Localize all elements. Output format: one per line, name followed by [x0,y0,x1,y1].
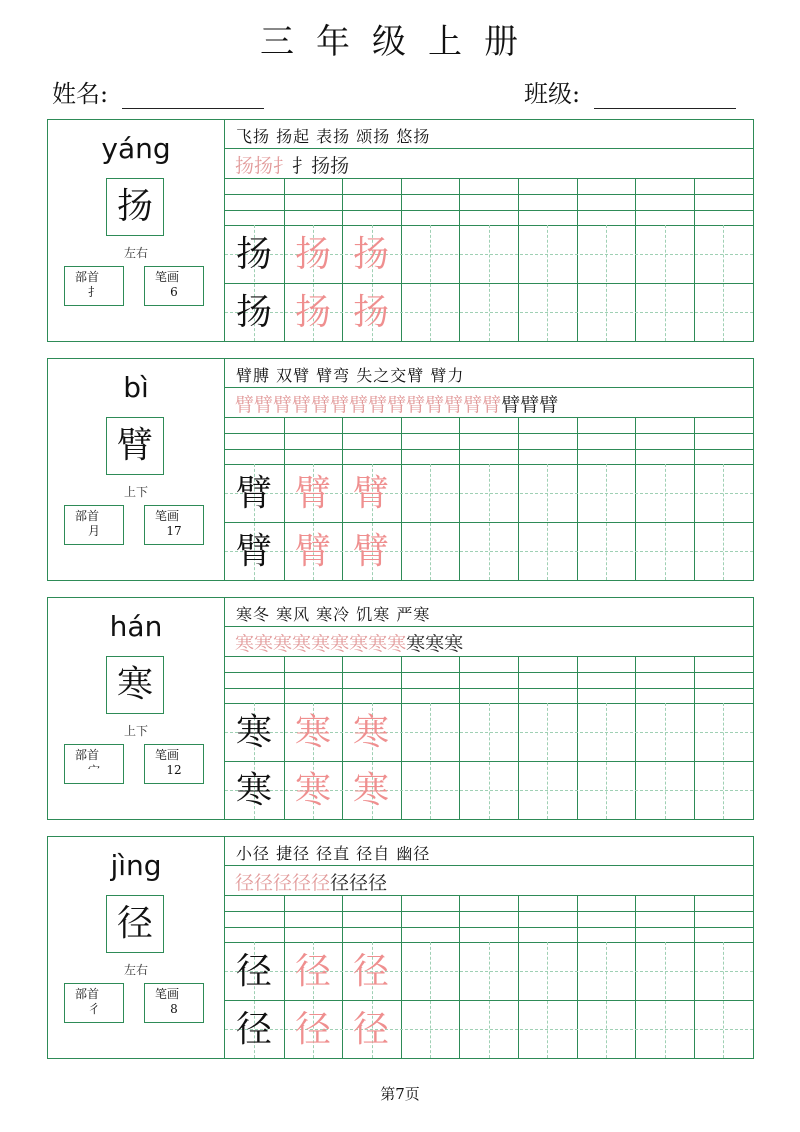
radical-key: 部首 [75,748,100,762]
grid-line [225,1058,753,1059]
radical-box [64,744,124,784]
radical-value: 宀 [87,763,100,777]
grid-line [635,178,636,341]
stroke-step: 寒 [311,633,331,655]
practice-character: 扬 [235,234,272,275]
card-info [48,120,225,341]
stroke-step: 扬 [254,155,274,177]
grid-line [635,895,636,1058]
radical-value: 扌 [87,285,100,299]
practice-character: 扬 [294,292,331,333]
grid-line [459,178,460,341]
stroke-step: 径 [273,872,293,894]
grid-line [225,688,753,689]
stroke-step: 寒 [368,633,388,655]
practice-character: 臂 [235,473,272,514]
strokes-key: 笔画 [155,748,180,762]
model-character: 寒 [106,656,164,714]
name-blank[interactable] [122,82,264,109]
pinyin: bì [123,371,149,404]
grid-line [518,656,519,819]
page-number: 第7页 [380,1085,420,1103]
structure-label: 左右 [123,246,148,260]
page-title: 三年级上册 [260,22,540,62]
stroke-step: 臂 [482,394,502,416]
stroke-step: 寒 [254,633,274,655]
stroke-step: 寒 [406,633,426,655]
structure-label: 上下 [123,724,148,738]
stroke-step: 扌 [292,155,312,177]
grid-line [225,449,753,450]
stroke-step: 扬 [311,155,331,177]
stroke-step: 臂 [254,394,274,416]
pinyin: yáng [101,132,171,165]
practice-character: 扬 [352,292,389,333]
stroke-order [235,868,387,895]
stroke-step: 臂 [406,394,426,416]
practice-character: 扬 [352,234,389,275]
radical-box [64,266,124,306]
strokes-value: 8 [170,1002,178,1016]
stroke-step: 臂 [501,394,521,416]
practice-character: 扬 [294,234,331,275]
character-card [47,358,754,581]
practice-character: 臂 [294,531,331,572]
stroke-step: 寒 [235,633,255,655]
grid-line [225,210,753,211]
grid-line [225,819,753,820]
grid-line [401,656,402,819]
stroke-step: 径 [368,872,388,894]
grid-line [459,656,460,819]
grid-line [694,417,695,580]
practice-character: 扬 [235,292,272,333]
practice-character: 寒 [235,770,272,811]
stroke-step: 寒 [425,633,445,655]
practice-character: 臂 [352,531,389,572]
practice-character: 寒 [352,712,389,753]
word-list: 飞扬 扬起 表扬 颂扬 悠扬 [236,127,431,146]
practice-character: 寒 [352,770,389,811]
model-character: 径 [106,895,164,953]
stroke-step: 径 [311,872,331,894]
radical-value: 月 [87,524,100,538]
stroke-step: 臂 [311,394,331,416]
stroke-step: 臂 [368,394,388,416]
grid-line [225,433,753,434]
stroke-step: 径 [292,872,312,894]
grid-line [225,672,753,673]
practice-character: 径 [235,1009,272,1050]
stroke-step: 扬 [235,155,255,177]
word-list: 寒冬 寒风 寒冷 饥寒 严寒 [236,605,431,624]
grid-line [225,148,753,149]
radical-key: 部首 [75,270,100,284]
grid-line [577,895,578,1058]
character-card [47,597,754,820]
grid-line [635,656,636,819]
card-info [48,837,225,1058]
word-list: 小径 捷径 径直 径自 幽径 [236,844,431,863]
strokes-key: 笔画 [155,270,180,284]
grid-line [225,911,753,912]
radical-value: 彳 [87,1002,100,1016]
grid-line [225,895,753,896]
practice-character: 径 [352,951,389,992]
grid-line [459,895,460,1058]
strokes-value: 12 [166,763,182,777]
stroke-step: 寒 [444,633,464,655]
grid-line [694,656,695,819]
grid-line [225,580,753,581]
practice-area [225,359,753,580]
practice-area [225,837,753,1058]
class-label: 班级: [524,80,581,108]
stroke-order [235,151,349,178]
stroke-step: 臂 [463,394,483,416]
stroke-order [235,629,463,656]
stroke-step: 臂 [330,394,350,416]
practice-character: 径 [294,951,331,992]
grid-line [225,417,753,418]
stroke-order [235,390,558,417]
stroke-step: 臂 [539,394,559,416]
stroke-step: 臂 [520,394,540,416]
card-info [48,598,225,819]
practice-character: 径 [352,1009,389,1050]
radical-box [64,505,124,545]
stroke-step: 寒 [292,633,312,655]
grid-line [401,417,402,580]
class-field [524,74,736,109]
grid-line [225,194,753,195]
grid-line [577,178,578,341]
pinyin: hán [109,610,163,643]
practice-character: 寒 [235,712,272,753]
model-character: 扬 [106,178,164,236]
grid-line [225,387,753,388]
practice-character: 径 [294,1009,331,1050]
grid-line [459,417,460,580]
grid-line [518,417,519,580]
stroke-step: 寒 [273,633,293,655]
strokes-box [144,744,204,784]
grid-line [401,178,402,341]
strokes-value: 6 [170,285,178,299]
stroke-step: 臂 [292,394,312,416]
strokes-box [144,266,204,306]
strokes-box [144,983,204,1023]
name-label: 姓名: [52,80,109,108]
grid-line [635,417,636,580]
practice-character: 径 [235,951,272,992]
grid-line [518,178,519,341]
character-card [47,836,754,1059]
radical-key: 部首 [75,509,100,523]
grid-line [225,656,753,657]
model-character: 臂 [106,417,164,475]
class-blank[interactable] [594,82,736,109]
grid-line [225,865,753,866]
stroke-step: 径 [330,872,350,894]
practice-character: 臂 [352,473,389,514]
grid-line [577,417,578,580]
card-info [48,359,225,580]
grid-line [401,895,402,1058]
stroke-step: 臂 [444,394,464,416]
structure-label: 上下 [123,485,148,499]
structure-label: 左右 [123,963,148,977]
stroke-step: 径 [235,872,255,894]
practice-character: 臂 [235,531,272,572]
character-card [47,119,754,342]
strokes-key: 笔画 [155,509,180,523]
pinyin: jìng [110,849,162,882]
stroke-step: 扬 [330,155,350,177]
grid-line [225,626,753,627]
practice-character: 寒 [294,770,331,811]
stroke-step: 寒 [387,633,407,655]
radical-box [64,983,124,1023]
practice-character: 寒 [294,712,331,753]
stroke-step: 臂 [349,394,369,416]
grid-line [694,178,695,341]
grid-line [577,656,578,819]
stroke-step: 径 [254,872,274,894]
stroke-step: 臂 [387,394,407,416]
stroke-step: 臂 [273,394,293,416]
radical-key: 部首 [75,987,100,1001]
grid-line [225,178,753,179]
strokes-key: 笔画 [155,987,180,1001]
practice-character: 臂 [294,473,331,514]
stroke-step: 寒 [349,633,369,655]
practice-area [225,120,753,341]
practice-area [225,598,753,819]
grid-line [225,927,753,928]
name-field [52,74,264,109]
grid-line [518,895,519,1058]
stroke-step: 扌 [273,155,293,177]
stroke-step: 臂 [425,394,445,416]
stroke-step: 臂 [235,394,255,416]
grid-line [694,895,695,1058]
stroke-step: 径 [349,872,369,894]
strokes-box [144,505,204,545]
stroke-step: 寒 [330,633,350,655]
strokes-value: 17 [166,524,182,538]
word-list: 臂膊 双臂 臂弯 失之交臂 臂力 [236,366,465,385]
grid-line [225,341,753,342]
